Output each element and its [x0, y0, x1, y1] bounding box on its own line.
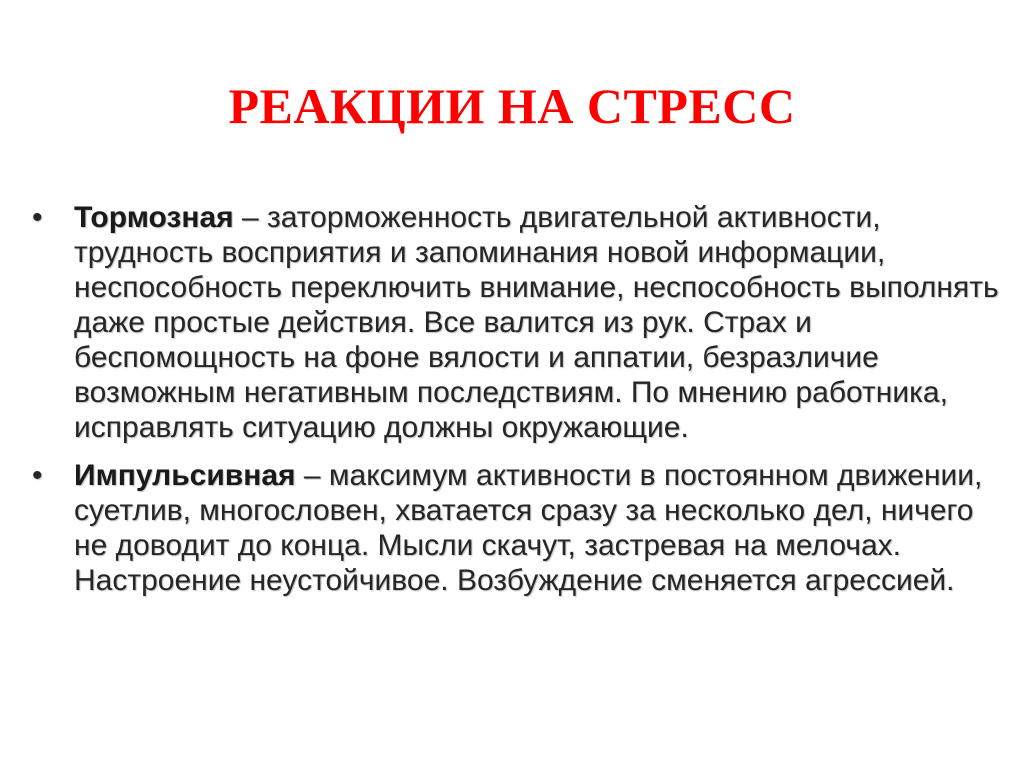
bullet-list [28, 200, 1003, 598]
bullet-item-impulsive [28, 458, 1003, 598]
bullet-text: – максимум активности в постоянном движении, суетлив, многословен, хватается сразу за несколько дел, ничего не доводит до конца. Мысли скачут, застревая на мелочах. Настроение неустойчивое. Возбуждение сменяется агрессией. [74, 459, 983, 597]
bullet-icon: • [32, 459, 43, 492]
slide-title: РЕАКЦИИ НА СТРЕСС [228, 78, 796, 134]
bullet-icon: • [32, 201, 43, 234]
bullet-item-inhibitory [28, 200, 1003, 445]
bullet-term: Импульсивная [74, 459, 296, 492]
bullet-text: – заторможенность двигательной активности, трудность восприятия и запоминания новой информации, неспособность переключить внимание, неспособность выполнять даже простые действия. Все валится из рук. Страх и беспомощность на фоне вялости и аппатии, безразличие возможным негативным последствиям. По мнению работника, исправлять ситуацию должны окружающие. [74, 201, 999, 444]
bullet-term: Тормозная [74, 201, 234, 234]
